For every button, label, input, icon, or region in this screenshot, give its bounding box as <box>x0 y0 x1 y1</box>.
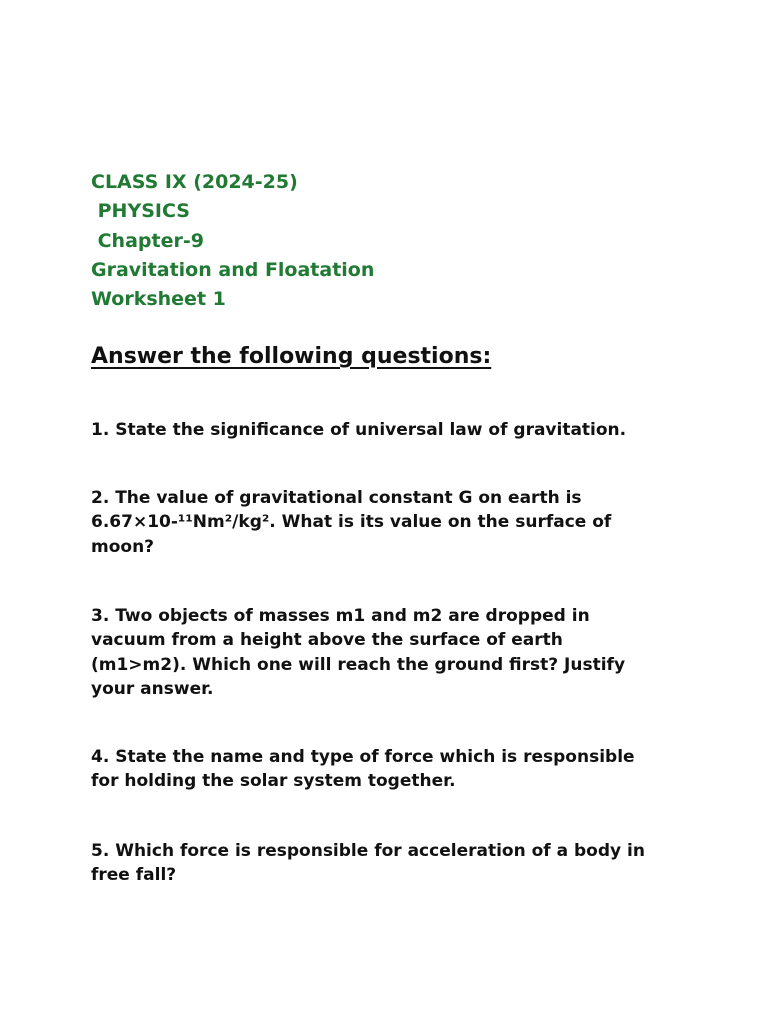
topic-line: Gravitation and Floatation <box>91 258 375 281</box>
question-5 <box>91 839 681 888</box>
question-line: 4. State the name and type of force which is responsible <box>91 747 635 767</box>
question-line: moon? <box>91 536 155 557</box>
instruction-heading: Answer the following questions: <box>91 344 492 369</box>
question-line: 1. State the significance of universal law of gravitation. <box>91 420 627 440</box>
question-line: your answer. <box>91 679 214 700</box>
question-line: free fall? <box>91 865 177 886</box>
question-3 <box>91 604 681 702</box>
question-line: 6.67×10-¹¹Nm²/kg². What is its value on the surface of <box>91 512 612 533</box>
class-line: CLASS IX (2024-25) <box>91 171 298 193</box>
question-line: vacuum from a height above the surface of earth <box>91 630 563 651</box>
question-line: (m1>m2). Which one will reach the ground first? Justify <box>91 654 626 675</box>
subject-line: PHYSICS <box>91 200 190 223</box>
question-1 <box>91 418 681 442</box>
question-line: 2. The value of gravitational constant G on earth is <box>91 488 582 508</box>
question-line: for holding the solar system together. <box>91 771 456 792</box>
question-line: 3. Two objects of masses m1 and m2 are dropped in <box>91 606 590 626</box>
chapter-line: Chapter-9 <box>91 229 204 252</box>
question-2 <box>91 486 681 559</box>
question-line: 5. Which force is responsible for acceleration of a body in <box>91 841 645 861</box>
worksheet-line: Worksheet 1 <box>91 288 226 311</box>
question-4 <box>91 745 681 794</box>
worksheet-header <box>91 168 374 314</box>
